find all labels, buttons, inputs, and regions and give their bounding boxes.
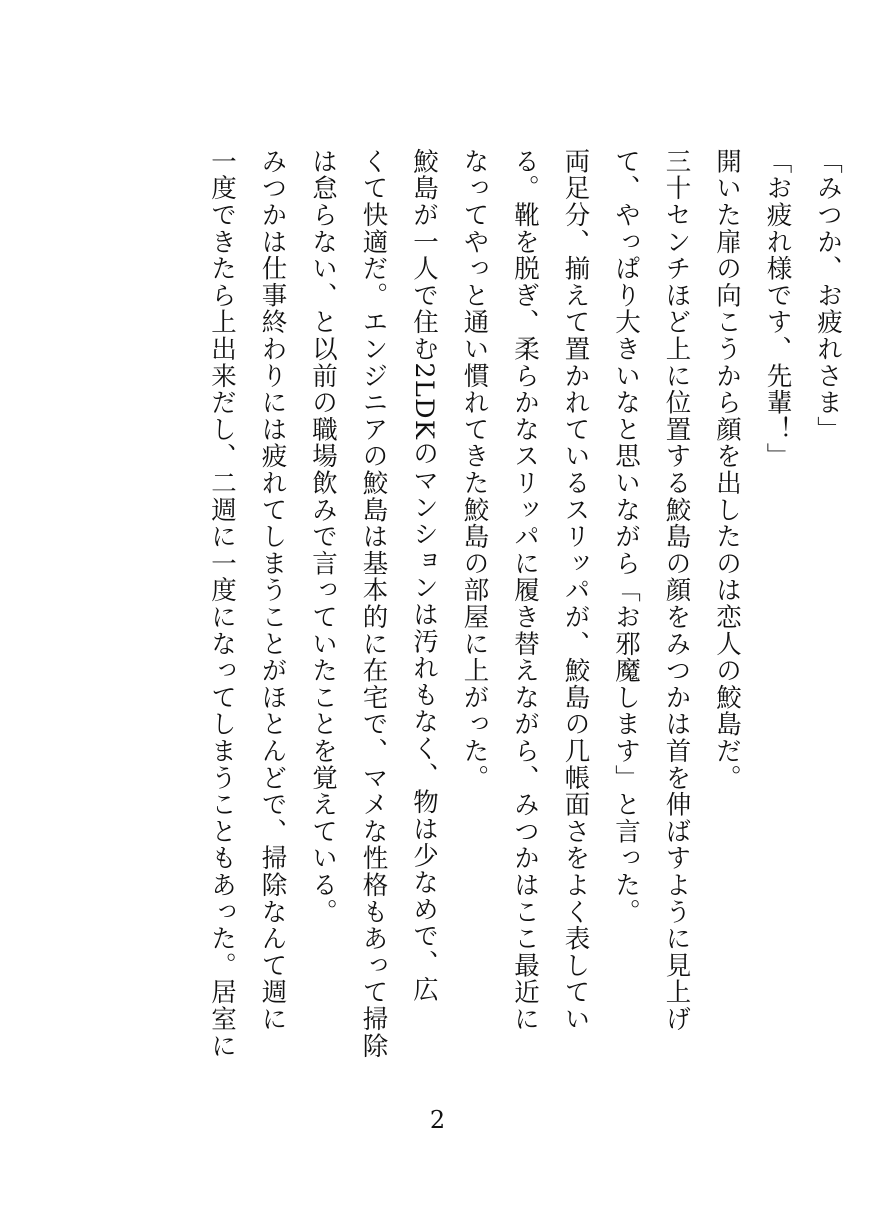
text-line-5: て、やっぱり大きいなと思いながら「お邪魔します」と言った。 bbox=[611, 148, 641, 926]
body-text bbox=[197, 148, 854, 1060]
text-line-13: 一度できたら上出来だし、二週に一度になってしまうこともあった。居室に bbox=[207, 148, 237, 1060]
text-line-2: 「お疲れ様です、先輩！」 bbox=[762, 148, 793, 470]
text-line-9: 鮫島が一人で住む2LDKのマンションは汚れもなく、物は少なめで、広 bbox=[409, 148, 439, 1004]
text-line-11: は怠らない、と以前の職場飲みで言っていたことを覚えている。 bbox=[308, 148, 338, 926]
text-line-3: 開いた扉の向こうから顔を出したのは恋人の鮫島だ。 bbox=[712, 148, 742, 792]
text-line-7: る。靴を脱ぎ、柔らかなスリッパに履き替えながら、みつかはここ最近に bbox=[510, 148, 540, 1033]
text-line-8: なってやっと通い慣れてきた鮫島の部屋に上がった。 bbox=[459, 148, 490, 792]
text-line-4: 三十センチほど上に位置する鮫島の顔をみつかは首を伸ばすように見上げ bbox=[661, 148, 692, 1033]
text-line-10: くて快適だ。エンジニアの鮫島は基本的に在宅で、マメな性格もあって掃除 bbox=[358, 148, 389, 1060]
page-number: 2 bbox=[429, 1106, 446, 1134]
text-line-6: 両足分、揃えて置かれているスリッパが、鮫島の几帳面さをよく表してい bbox=[560, 148, 591, 1033]
text-line-1: 「みつか、お疲れさま」 bbox=[813, 148, 843, 443]
text-line-12: みつかは仕事終わりには疲れてしまうことがほとんどで、掃除なんて週に bbox=[257, 148, 288, 1033]
